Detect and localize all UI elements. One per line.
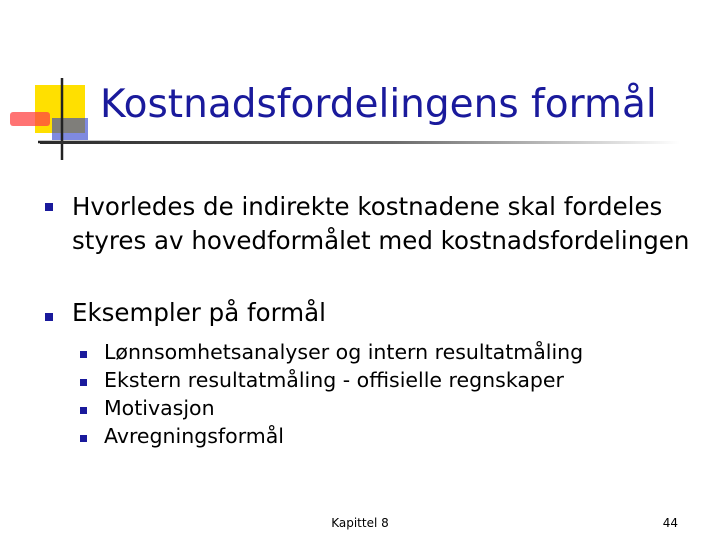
bullet-marker-icon [45, 203, 53, 211]
sub-bullet-item: Lønnsomhetsanalyser og intern resultatmåling [104, 340, 584, 364]
sub-bullet-marker-icon [80, 435, 87, 442]
sub-bullet-item: Motivasjon [104, 396, 215, 420]
footer-chapter: Kapittel 8 [331, 516, 389, 530]
sub-bullet-item: Avregningsformål [104, 424, 284, 448]
sub-bullet-marker-icon [80, 379, 87, 386]
sub-bullet-item: Ekstern resultatmåling - offisielle regnskaper [104, 368, 564, 392]
bullet-marker-icon [45, 313, 53, 321]
bullet-item: Eksempler på formål [72, 298, 326, 327]
bullet-item: Hvorledes de indirekte kostnadene skal fordeles styres av hovedformålet med kostnadsfordelingen [72, 192, 690, 255]
sub-bullet-marker-icon [80, 407, 87, 414]
page-number: 44 [662, 516, 678, 530]
sub-bullet-marker-icon [80, 351, 87, 358]
slide-title: Kostnadsfordelingens formål [100, 82, 657, 127]
